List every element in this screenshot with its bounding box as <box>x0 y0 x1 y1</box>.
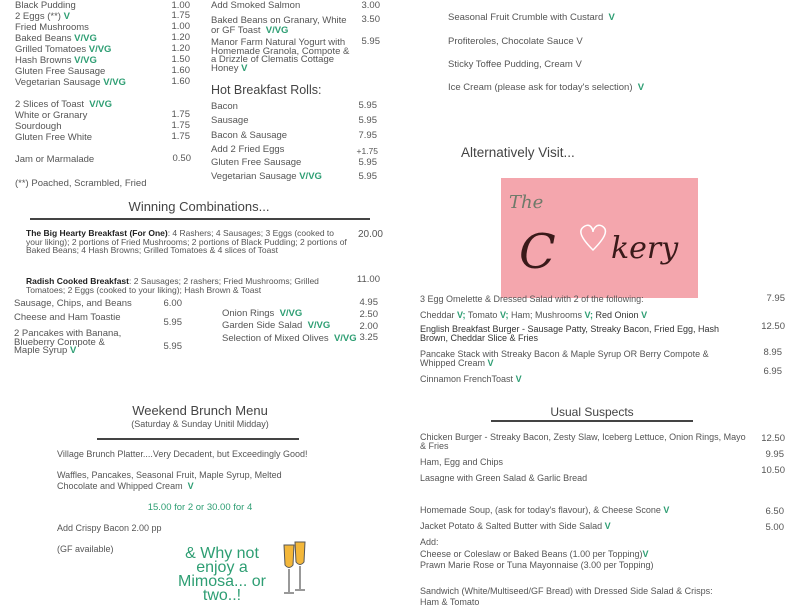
breakfast-right <box>0 0 400 204</box>
item-name: Onion Rings <box>222 308 275 319</box>
item-price: 1.00 <box>171 0 190 11</box>
combo-name: The Big Hearty Breakfast (For One) <box>26 228 168 238</box>
item-price: 20.00 <box>357 229 383 240</box>
cookery-logo[interactable] <box>501 178 698 298</box>
item-name: Hash Browns <box>15 55 72 66</box>
filling: Red Onion <box>593 310 639 320</box>
item-price: 1.20 <box>171 32 190 43</box>
section-heading: Winning Combinations... <box>128 199 270 214</box>
item-price: +1.75 <box>356 146 378 156</box>
item-price: 3.00 <box>361 0 380 11</box>
diet-tag: V/VG <box>74 33 97 44</box>
item-price: 1.20 <box>171 43 190 54</box>
item-name: Cheese and Ham Toastie <box>14 312 121 323</box>
combo-desc: : 4 Rashers; 4 Sausages; 3 Eggs (cooked to your liking); 2 portions of Fried Mushrooms; 2 portions of Black Pudding; 2 portions of Baked Beans; 4 Hash Browns; Grilled Tomatoes & 4 slices of Toast <box>26 228 347 255</box>
item-price: 6.00 <box>163 298 182 309</box>
diet-tag: V/VG <box>103 77 126 88</box>
section-heading: Weekend Brunch Menu <box>132 403 268 418</box>
item-name: Ham & Tomato <box>420 597 480 607</box>
combo-name: Radish Cooked Breakfast <box>26 276 129 286</box>
diet-tag: V <box>63 11 70 22</box>
diet-tag: V; <box>457 310 466 320</box>
item-price: 12.50 <box>761 321 785 332</box>
diet-tag: V <box>642 549 649 559</box>
diet-tag: V/VG <box>307 320 331 331</box>
item-name: Manor Farm Natural Yogurt with Homemade Granola, Compote & a Drizzle of Clematis Cottage Honey <box>211 37 350 74</box>
diet-tag: V <box>604 521 611 531</box>
diet-tag: V <box>241 62 248 74</box>
platter-desc: Waffles, Pancakes, Seasonal Fruit, Maple Syrup, Melted Chocolate and Whipped Cream <box>57 470 282 491</box>
item-price: 6.95 <box>763 366 782 377</box>
item-price: 10.50 <box>761 465 785 476</box>
item-price: 5.95 <box>358 157 377 168</box>
diet-tag: V <box>515 374 522 384</box>
topping-option: Prawn Marie Rose or Tuna Mayonnaise (3.00 per Topping) <box>420 560 654 570</box>
item-name: Vegetarian Sausage <box>15 77 101 88</box>
item-price: 5.95 <box>361 36 380 47</box>
item-name: Sausage <box>211 115 249 126</box>
item-name: Fried Mushrooms <box>15 22 89 33</box>
item-name: Jam or Marmalade <box>15 154 95 165</box>
svg-text:kery: kery <box>611 231 679 266</box>
item-name: Gluten Free White <box>15 132 93 143</box>
diet-tag: V/VG <box>74 55 97 66</box>
item-price: 8.95 <box>763 347 782 358</box>
diet-tag: V/VG <box>89 99 112 110</box>
item-name: Seasonal Fruit Crumble with Custard <box>448 12 604 23</box>
item-name: 3 Egg Omelette & Dressed Salad with 2 of the following: <box>420 294 644 304</box>
svg-text:C: C <box>519 224 556 280</box>
item-name: Sticky Toffee Pudding, Cream V <box>448 59 582 70</box>
item-price: 1.75 <box>171 109 190 120</box>
item-price: 1.50 <box>171 54 190 65</box>
item-price: 11.00 <box>356 274 380 285</box>
item-name: Grilled Tomatoes <box>15 44 87 55</box>
diet-tag: V/VG <box>299 171 322 182</box>
item-name: Ham, Egg and Chips <box>420 457 504 467</box>
diet-tag: V/VG <box>333 333 357 344</box>
combo-desc: : 2 Sausages; 2 rashers; Fried Mushrooms; Grilled Tomatoes; 2 Eggs (cooked to your liking); Hash Brown & Toast <box>26 276 319 295</box>
item-name: Gluten Free Sausage <box>15 66 106 77</box>
item-name: Lasagne with Green Salad & Garlic Bread <box>420 473 588 483</box>
diet-tag: V <box>608 12 615 23</box>
item-name: Selection of Mixed Olives <box>222 333 329 344</box>
gf-note: (GF available) <box>57 544 114 554</box>
item-price: 6.50 <box>765 506 784 517</box>
item-price: 7.95 <box>766 293 785 304</box>
item-name: Sourdough <box>15 121 62 132</box>
cookery-logo-icon <box>501 178 698 298</box>
item-name: Add Smoked Salmon <box>211 0 301 11</box>
filling: Tomato <box>465 310 498 320</box>
item-price: 1.75 <box>171 131 190 142</box>
section-subtitle: (Saturday & Sunday Unitil Midday) <box>131 419 269 429</box>
sandwich-heading: Sandwich (White/Multiseed/GF Bread) with Dressed Side Salad & Crisps: <box>420 586 713 596</box>
item-price: 4.95 <box>359 297 378 308</box>
item-name: Homemade Soup, (ask for today's flavour), & Cheese Scone <box>420 505 661 515</box>
item-name: Bacon <box>211 101 238 112</box>
diet-tag: V/VG <box>265 25 289 36</box>
item-price: 12.50 <box>761 433 785 444</box>
filling: Cheddar <box>420 310 455 320</box>
item-price: 3.50 <box>361 14 380 25</box>
item-name: Add 2 Fried Eggs <box>211 144 285 155</box>
item-name: Vegetarian Sausage <box>211 171 297 182</box>
item-name: Bacon & Sausage <box>211 130 288 141</box>
topping-option: Cheese or Coleslaw or Baked Beans (1.00 per Topping) <box>420 549 643 559</box>
item-price: 1.75 <box>171 10 190 21</box>
item-price: 5.00 <box>765 522 784 533</box>
diet-tag: V/VG <box>279 308 303 319</box>
item-name: Chicken Burger - Streaky Bacon, Zesty Slaw, Iceberg Lettuce, Onion Rings, Mayo & Fries <box>420 432 746 451</box>
item-name: Baked Beans <box>15 33 72 44</box>
item-price: 2.50 <box>359 309 378 320</box>
item-name: Jacket Potato & Salted Butter with Side Salad <box>420 521 603 531</box>
diet-tag: V <box>663 505 670 515</box>
omelette-fillings <box>420 310 647 320</box>
diet-tag: V/VG <box>88 44 112 55</box>
alternatively-heading: Alternatively Visit... <box>461 145 575 160</box>
item-name: English Breakfast Burger - Sausage Patty, Streaky Bacon, Fried Egg, Hash Brown, Cheddar Slice & Fries <box>420 324 719 343</box>
item-price: 9.95 <box>765 449 784 460</box>
diet-tag: V; <box>499 310 509 320</box>
item-name: White or Granary <box>15 110 88 121</box>
platter-price: 15.00 for 2 or 30.00 for 4 <box>147 502 253 513</box>
diet-tag: V <box>187 480 194 491</box>
diet-tag: V <box>641 310 648 320</box>
svg-text:The: The <box>509 192 544 213</box>
item-price: 7.95 <box>358 130 377 141</box>
item-price: 5.95 <box>163 341 182 352</box>
item-price: 5.95 <box>163 317 182 328</box>
diet-tag: V <box>487 357 494 368</box>
item-price: 5.95 <box>358 171 377 182</box>
item-name: Garden Side Salad <box>222 320 303 331</box>
diet-tag: V <box>637 82 645 93</box>
section-heading: Usual Suspects <box>550 405 634 419</box>
item-name: Black Pudding <box>15 0 76 11</box>
item-name: Profiteroles, Chocolate Sauce V <box>448 36 583 47</box>
item-name: Ice Cream (please ask for today's selection) <box>448 82 633 93</box>
add-bacon: Add Crispy Bacon 2.00 pp <box>57 523 162 533</box>
item-name: 2 Eggs (**) <box>15 11 61 22</box>
item-price: 1.00 <box>171 21 190 32</box>
rolls-heading: Hot Breakfast Rolls: <box>211 83 322 97</box>
item-name: Baked Beans on Granary, White or GF Toast <box>211 15 347 36</box>
item-price: 2.00 <box>359 321 378 332</box>
winning-combinations <box>0 195 398 297</box>
item-price: 1.60 <box>171 65 190 76</box>
item-price: 3.25 <box>359 332 378 343</box>
platter-title: Village Brunch Platter....Very Decadent, but Exceedingly Good! <box>57 449 308 459</box>
add-label: Add: <box>420 537 439 547</box>
champagne-glasses-icon <box>280 540 310 598</box>
item-name: Sausage, Chips, and Beans <box>14 298 132 309</box>
item-name: Gluten Free Sausage <box>211 157 302 168</box>
toast-heading: 2 Slices of Toast <box>15 99 85 110</box>
item-price: 1.75 <box>171 120 190 131</box>
diet-tag: V <box>69 345 77 356</box>
item-name: Cinnamon FrenchToast <box>420 374 514 384</box>
item-name: 2 Pancakes with Banana, Blueberry Compote & Maple Syrup <box>14 328 122 356</box>
item-price: 5.95 <box>358 100 377 111</box>
item-name: Pancake Stack with Streaky Bacon & Maple Syrup OR Berry Compote & Whipped Cream <box>420 349 709 368</box>
item-price: 0.50 <box>172 153 191 164</box>
item-price: 1.60 <box>171 76 190 87</box>
eggs-note: (**) Poached, Scrambled, Fried <box>15 178 147 189</box>
filling: Ham; Mushrooms <box>508 310 582 320</box>
mimosa-promo: & Why not enjoy a Mimosa... or two..! <box>177 545 266 604</box>
item-price: 5.95 <box>358 115 377 126</box>
diet-tag: V; <box>584 310 594 320</box>
